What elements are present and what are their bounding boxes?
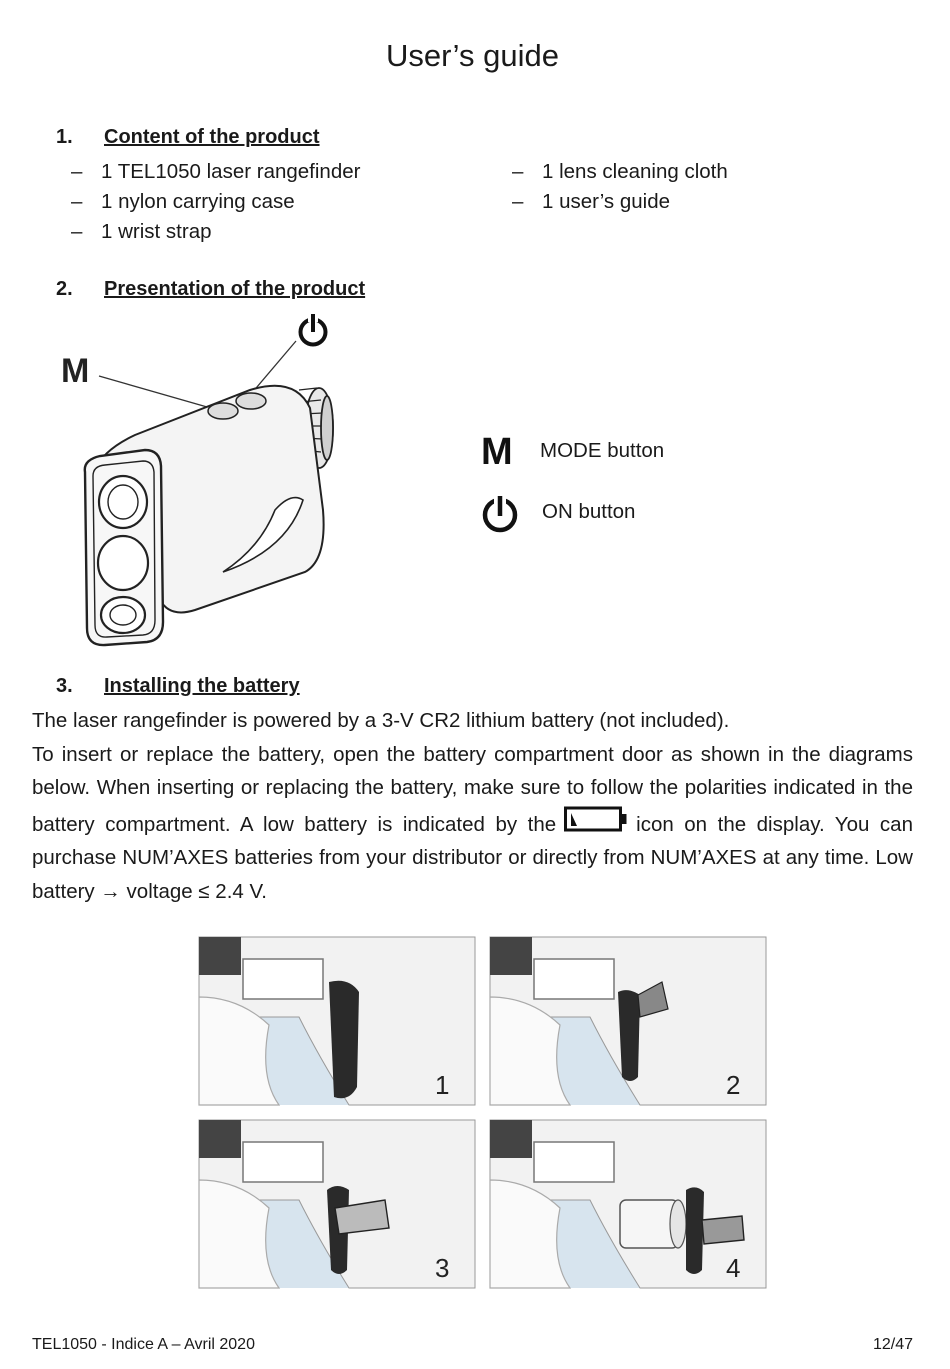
paragraph-text: icon on the display. You can purchase NUM’AXES batteries from your distributor or directly from NUM’AXES at any time. Low battery → voltage ≤ 2.4 V.	[32, 812, 913, 903]
on-button-label: ON button	[542, 500, 636, 523]
section-title: Presentation of the product	[104, 278, 366, 300]
low-battery-icon	[564, 805, 628, 833]
mode-m-icon	[480, 431, 520, 473]
list-item-text: 1 lens cleaning cloth	[542, 160, 728, 183]
step-number: 1	[435, 1070, 450, 1100]
page-number: 12/47	[872, 1336, 913, 1353]
section-number: 3.	[56, 675, 73, 697]
list-item-text: 1 TEL1050 laser rangefinder	[101, 160, 361, 183]
list-item-text: 1 nylon carrying case	[101, 190, 295, 213]
battery-intro-paragraph: The laser rangefinder is powered by a 3-V CR2 lithium battery (not included).	[32, 709, 730, 732]
page-title: User’s guide	[386, 38, 559, 73]
section-title: Content of the product	[104, 126, 320, 148]
mode-callout-label: M	[61, 352, 90, 390]
dash-bullet: –	[71, 220, 83, 243]
section-number: 2.	[56, 278, 73, 300]
battery-replace-paragraph	[32, 738, 913, 909]
power-icon	[480, 494, 520, 534]
battery-step-2-image	[490, 937, 766, 1105]
section-title: Installing the battery	[104, 675, 300, 697]
step-number: 4	[726, 1253, 741, 1283]
list-item-text: 1 user’s guide	[542, 190, 671, 213]
dash-bullet: –	[512, 160, 524, 183]
battery-instructions	[32, 704, 913, 908]
dash-bullet: –	[512, 190, 524, 213]
step-number: 3	[435, 1253, 450, 1283]
list-item-text: 1 wrist strap	[101, 220, 212, 243]
dash-bullet: –	[71, 160, 83, 183]
footer-document-ref: TEL1050 - Indice A – Avril 2020	[32, 1336, 255, 1353]
dash-bullet: –	[71, 190, 83, 213]
battery-step-4-image	[490, 1120, 766, 1288]
power-icon	[301, 314, 326, 345]
step-number: 2	[726, 1070, 741, 1100]
rangefinder-illustration	[55, 310, 355, 655]
mode-m-glyph: M	[481, 431, 513, 473]
battery-step-1-image	[199, 937, 475, 1105]
paragraph-text: To insert or replace the battery, open the battery compartment door as shown in the diagrams below. When inserting or replacing the battery, make sure to follow the polarities indicated in the battery compartment. A low battery is indicated by the	[32, 742, 913, 836]
battery-step-3-image	[199, 1120, 475, 1288]
mode-button-label: MODE button	[540, 439, 665, 462]
section-number: 1.	[56, 126, 73, 148]
